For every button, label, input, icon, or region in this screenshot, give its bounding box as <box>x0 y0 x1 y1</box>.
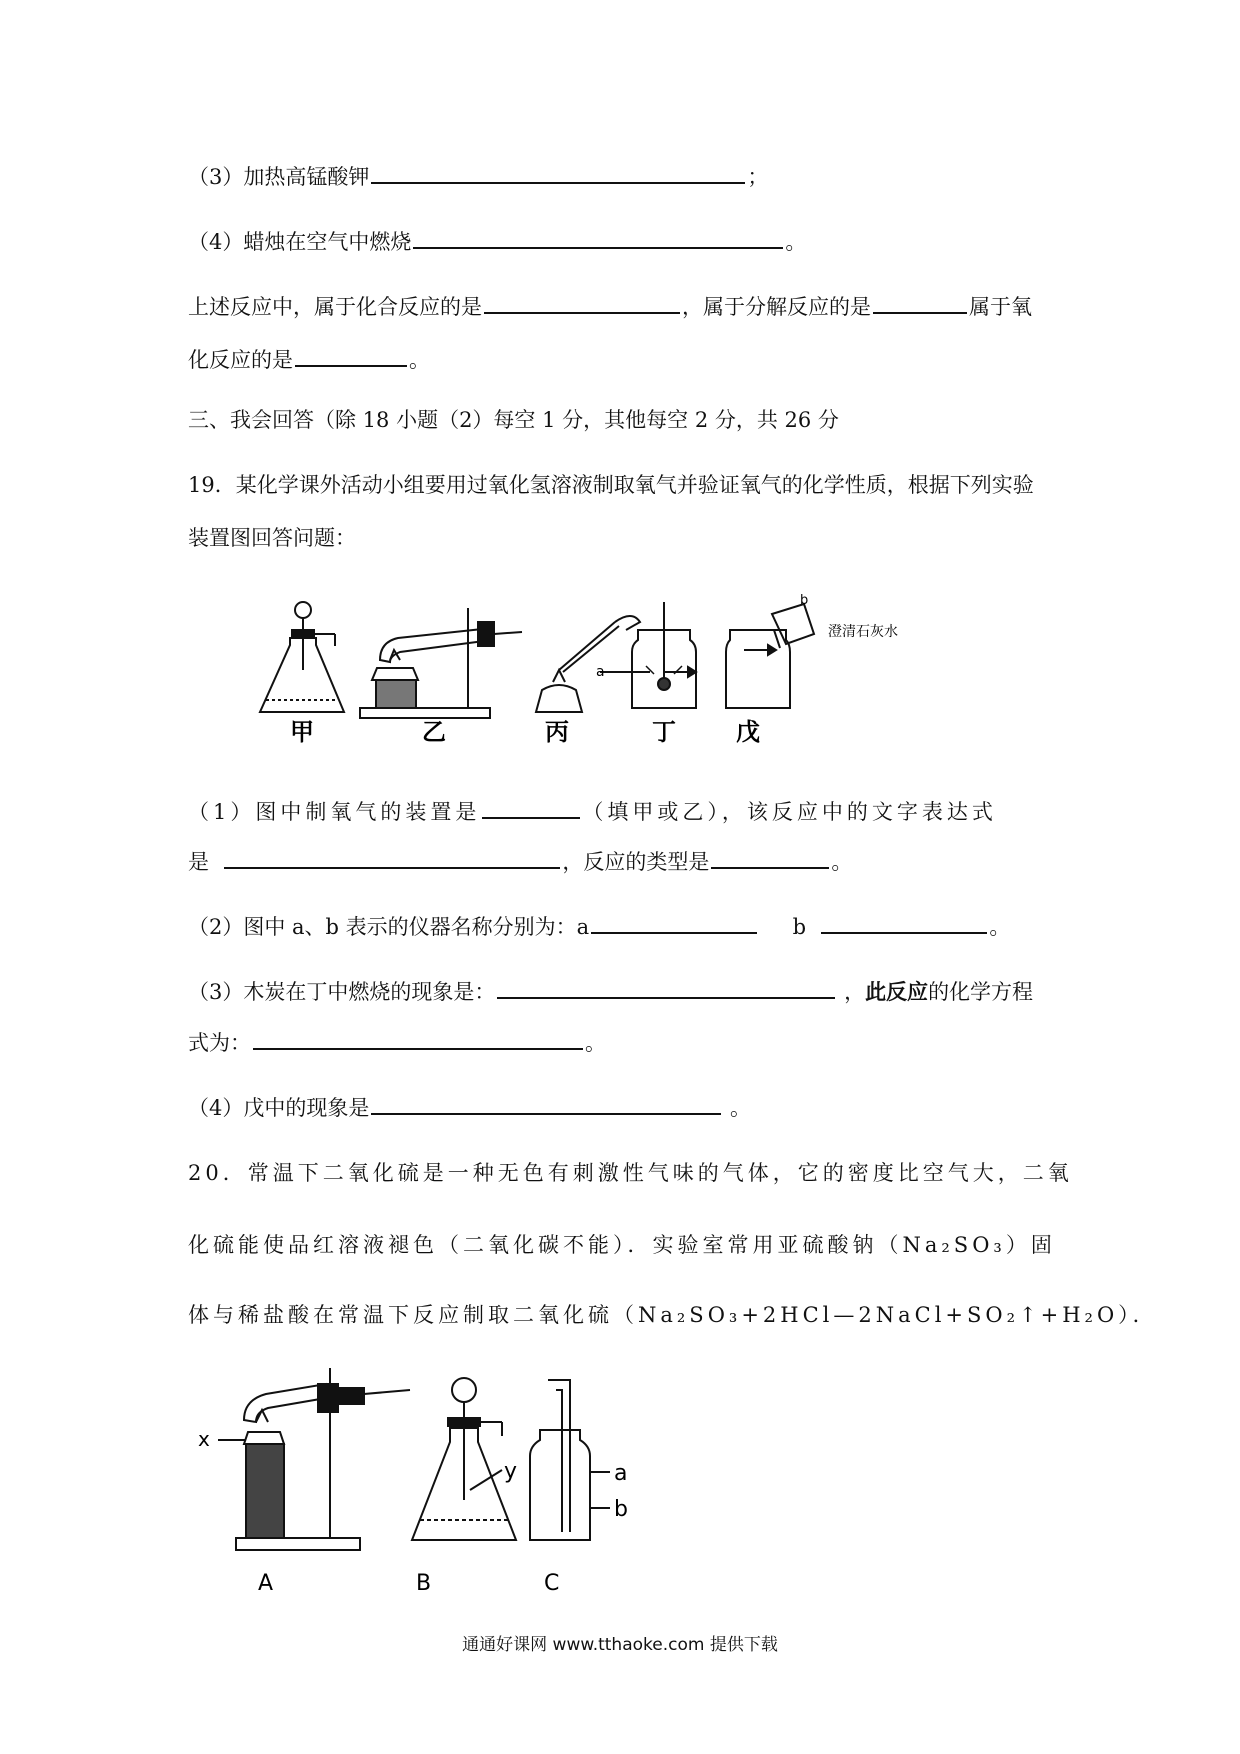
answer-blank[interactable] <box>591 910 757 934</box>
label-jia: 甲 <box>290 718 314 746</box>
q19-part-3-line1: （3）木炭在丁中燃烧的现象是： ，此反应的化学方程 <box>188 975 1033 1007</box>
footer-source: 通通好课网 www.tthaoke.com 提供下载 <box>462 1635 778 1655</box>
apparatus-yi <box>360 608 522 718</box>
q19-part-1-line2: 是 ，反应的类型是 。 <box>188 845 852 877</box>
q18-item-3: （3）加热高锰酸钾 ； <box>188 160 768 192</box>
apparatus-wu <box>726 604 814 708</box>
q18-item-4: （4）蜡烛在空气中燃烧 。 <box>188 225 806 257</box>
answer-blank[interactable] <box>224 845 560 869</box>
q19-stem-line2: 装置图回答问题： <box>188 526 356 550</box>
label-yi: 乙 <box>422 718 446 746</box>
answer-blank[interactable] <box>482 795 580 819</box>
label-A: A <box>258 1571 274 1596</box>
answer-blank[interactable] <box>497 975 835 999</box>
q19-apparatus-figure <box>260 593 1000 750</box>
answer-blank[interactable] <box>371 1091 721 1115</box>
arrow-icon <box>665 645 776 677</box>
label-ding: 丁 <box>652 718 676 746</box>
apparatus-jia <box>260 602 344 712</box>
label-C: C <box>544 1571 560 1596</box>
label-b: b <box>614 1497 628 1522</box>
q18-summary-line2: 化反应的是 。 <box>188 343 430 375</box>
label-wu: 戊 <box>736 718 760 746</box>
answer-blank[interactable] <box>873 290 967 314</box>
answer-blank[interactable] <box>253 1026 583 1050</box>
answer-blank[interactable] <box>711 845 829 869</box>
q20-stem-line1: 20．常温下二氧化硫是一种无色有刺激性气味的气体，它的密度比空气大，二氧 <box>188 1161 1073 1185</box>
apparatus-A <box>236 1368 410 1550</box>
label-b: b <box>800 593 809 608</box>
answer-blank[interactable] <box>295 343 407 367</box>
label-a: a <box>596 664 605 680</box>
label-a: a <box>614 1461 628 1486</box>
q19-part-1-line1: （1）图中制氧气的装置是 （填甲或乙），该反应中的文字表达式 <box>188 795 997 827</box>
label-bing: 丙 <box>545 718 569 746</box>
answer-blank[interactable] <box>821 910 987 934</box>
q19-part-3-line2: 式为： 。 <box>188 1026 606 1058</box>
apparatus-ding <box>632 602 696 708</box>
q19-part-4: （4）戊中的现象是 。 <box>188 1091 751 1123</box>
apparatus-C <box>530 1380 610 1540</box>
answer-blank[interactable] <box>484 290 680 314</box>
answer-blank[interactable] <box>413 225 783 249</box>
label-B: B <box>416 1571 432 1596</box>
label-x: x <box>198 1427 210 1451</box>
label-y: y <box>504 1459 518 1484</box>
q20-stem-line3: 体与稀盐酸在常温下反应制取二氧化硫（Na₂SO₃+2HCl—2NaCl+SO₂↑+H₂O）． <box>188 1303 1158 1327</box>
q18-summary-line1: 上述反应中，属于化合反应的是 ，属于分解反应的是 属于氧 <box>188 290 1032 322</box>
section-3-heading: 三、我会回答（除 18 小题（2）每空 1 分，其他每空 2 分，共 26 分 <box>188 408 839 432</box>
q20-apparatus-figure <box>200 1360 720 1600</box>
q20-stem-line2: 化硫能使品红溶液褪色（二氧化碳不能）．实验室常用亚硫酸钠（Na₂SO₃）固 <box>188 1233 1056 1257</box>
apparatus-B <box>412 1378 516 1540</box>
label-limewater: 澄清石灰水 <box>828 624 898 640</box>
q19-part-2: （2）图中 a、b 表示的仪器名称分别为：a b 。 <box>188 910 1010 942</box>
q19-stem-line1: 19．某化学课外活动小组要用过氧化氢溶液制取氧气并验证氧气的化学性质，根据下列实验 <box>188 473 1034 497</box>
answer-blank[interactable] <box>371 160 745 184</box>
